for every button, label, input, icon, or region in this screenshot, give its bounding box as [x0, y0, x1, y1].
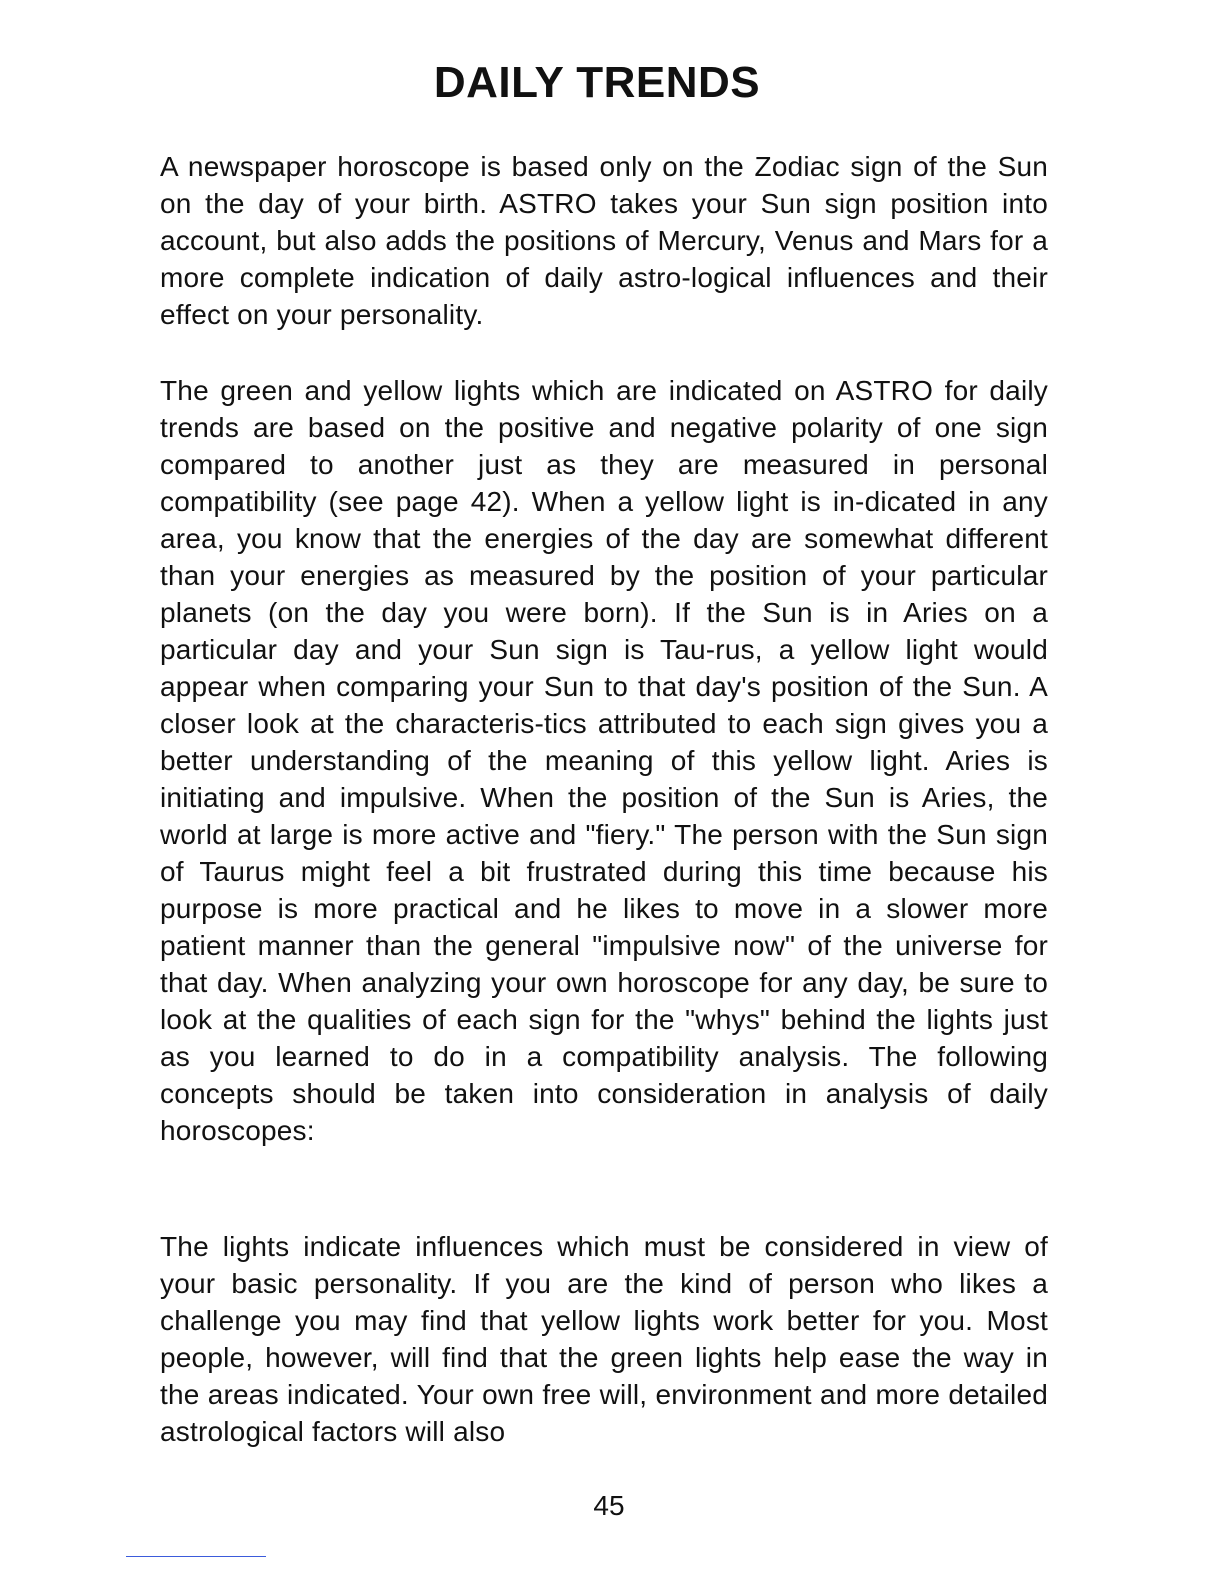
scan-edge-line [126, 1556, 266, 1557]
paragraph-3: The lights indicate influences which must be considered in view of your basic personality. If you are the kind of person who likes a challenge you may find that yellow lights work better for you. Most people, however, will find that the green lights help ease the way in the areas indicated. Your own free will, environment and more detailed astrological factors will also [160, 1231, 1048, 1447]
paragraph-1: A newspaper horoscope is based only on the Zodiac sign of the Sun on the day of your birth. ASTRO takes your Sun sign position into account, but also adds the positions of Mercury, Venus and Mars for a more complete indication of daily astro-logical influences and their effect on your personality. [160, 151, 1048, 330]
page-title: DAILY TRENDS [433, 58, 761, 107]
paragraph-2: The green and yellow lights which are indicated on ASTRO for daily trends are based on the positive and negative polarity of one sign compared to another just as they are measured in personal compatibility (see page 42). When a yellow light is in-dicated in any area, you know that the energies of the day are somewhat different than your energies as measured by the position of your particular planets (on the day you were born). If the Sun is in Aries on a particular day and your Sun sign is Tau-rus, a yellow light would appear when comparing your Sun to that day's position of the Sun. A closer look at the characteris-tics attributed to each sign gives you a better understanding of the meaning of this yellow light. Aries is initiating and impulsive. When the position of the Sun is Aries, the world at large is more active and "fiery." The person with the Sun sign of Taurus might feel a bit frustrated during this time because his purpose is more practical and he likes to move in a slower more patient manner than the general "impulsive now" of the universe for that day. When analyzing your own horoscope for any day, be sure to look at the qualities of each sign for the "whys" behind the lights just as you learned to do in a compatibility analysis. The following concepts should be taken into consideration in analysis of daily horoscopes: [160, 375, 1048, 1146]
page-number: 45 [593, 1490, 625, 1521]
